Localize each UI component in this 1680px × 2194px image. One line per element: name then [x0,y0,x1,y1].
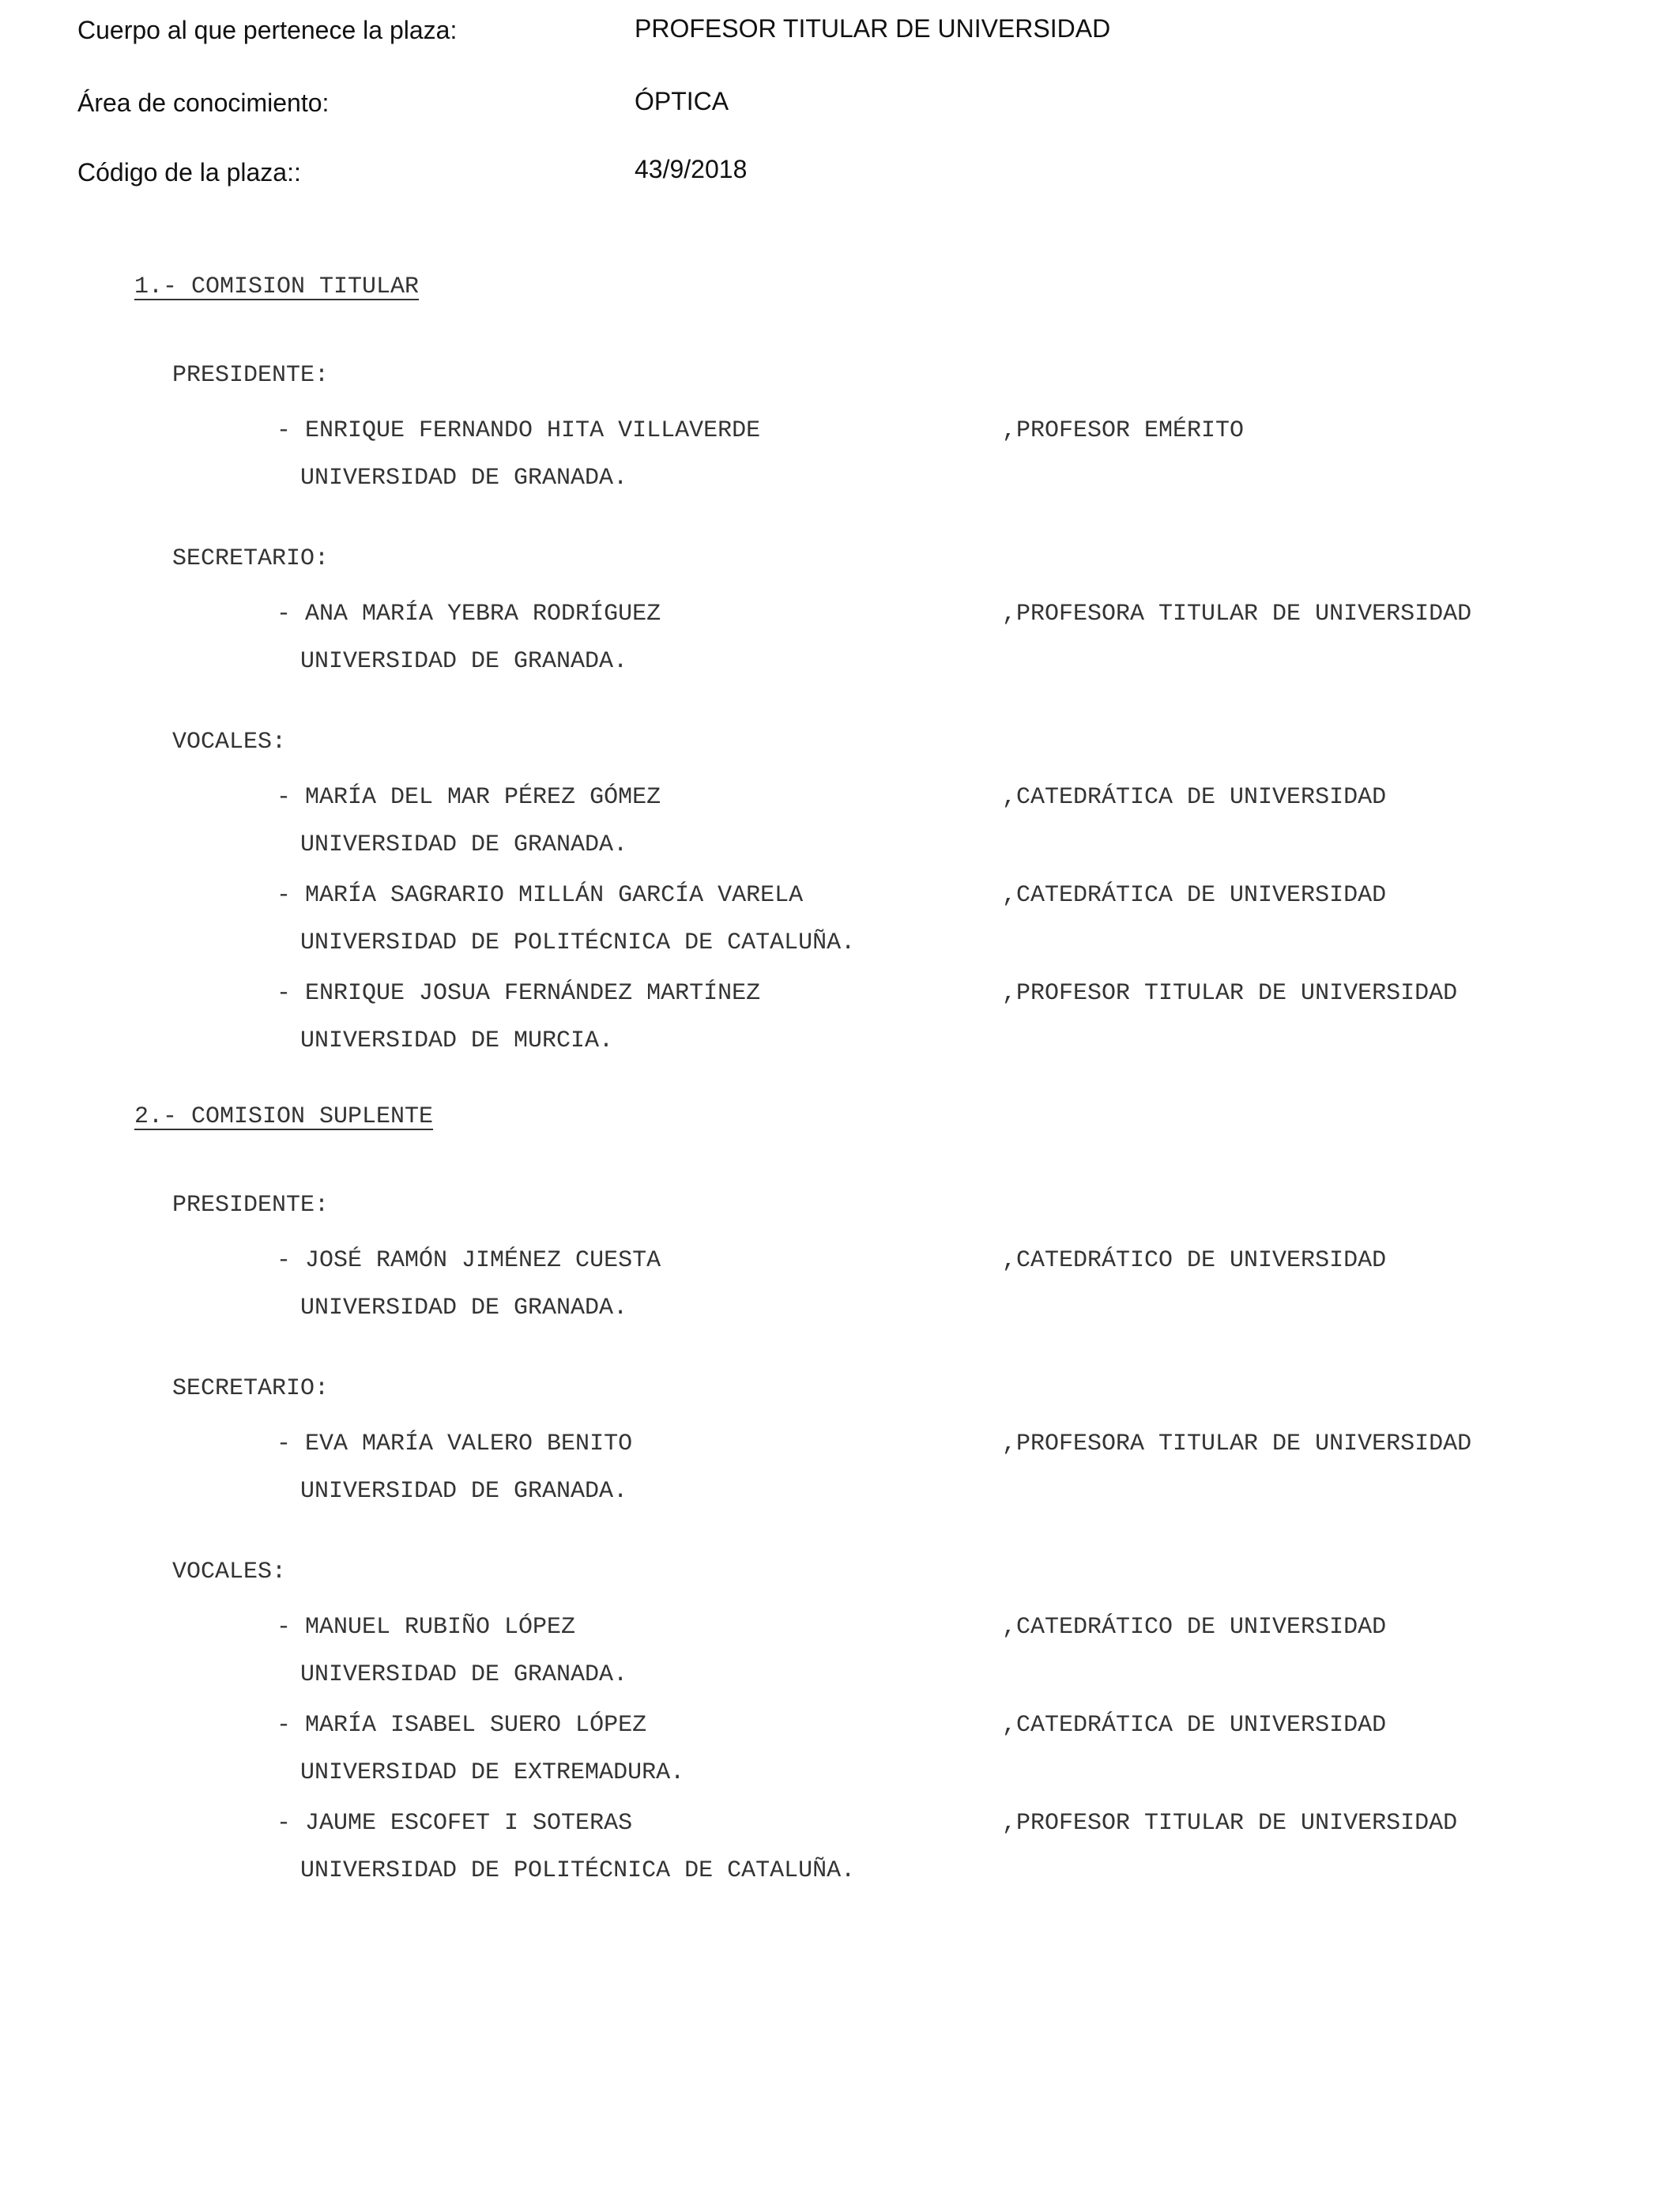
role-label-secretario: SECRETARIO: [172,545,330,572]
area-label: Área de conocimiento: [77,89,330,117]
role-label-vocales: VOCALES: [172,1559,287,1585]
member-university: UNIVERSIDAD DE POLITÉCNICA DE CATALUÑA. [300,929,856,956]
role-label-secretario: SECRETARIO: [172,1375,330,1402]
member-name: - ENRIQUE JOSUA FERNÁNDEZ MARTÍNEZ [277,980,761,1007]
codigo-label: Código de la plaza:: [77,158,301,187]
member-university: UNIVERSIDAD DE GRANADA. [300,1295,628,1321]
member-name: - JOSÉ RAMÓN JIMÉNEZ CUESTA [277,1247,661,1274]
member-university: UNIVERSIDAD DE GRANADA. [300,1661,628,1688]
member-position: ,PROFESORA TITULAR DE UNIVERSIDAD [1002,1431,1472,1457]
member-university: UNIVERSIDAD DE GRANADA. [300,648,628,675]
member-name: - EVA MARÍA VALERO BENITO [277,1431,633,1457]
member-position: ,PROFESORA TITULAR DE UNIVERSIDAD [1002,601,1472,628]
role-label-presidente: PRESIDENTE: [172,362,330,389]
member-university: UNIVERSIDAD DE MURCIA. [300,1027,614,1054]
area-value: ÓPTICA [635,87,729,115]
section-title: 1.- COMISION TITULAR [134,273,420,300]
member-position: ,CATEDRÁTICO DE UNIVERSIDAD [1002,1614,1387,1641]
member-position: ,PROFESOR EMÉRITO [1002,417,1245,444]
cuerpo-value: PROFESOR TITULAR DE UNIVERSIDAD [635,14,1111,43]
role-label-presidente: PRESIDENTE: [172,1192,330,1219]
member-university: UNIVERSIDAD DE GRANADA. [300,465,628,492]
member-university: UNIVERSIDAD DE POLITÉCNICA DE CATALUÑA. [300,1857,856,1884]
member-university: UNIVERSIDAD DE GRANADA. [300,1478,628,1505]
member-position: ,CATEDRÁTICA DE UNIVERSIDAD [1002,1712,1387,1739]
member-name: - MARÍA SAGRARIO MILLÁN GARCÍA VARELA [277,882,804,909]
member-position: ,CATEDRÁTICA DE UNIVERSIDAD [1002,784,1387,811]
member-name: - ANA MARÍA YEBRA RODRÍGUEZ [277,601,661,628]
member-university: UNIVERSIDAD DE EXTREMADURA. [300,1759,685,1786]
member-name: - MANUEL RUBIÑO LÓPEZ [277,1614,576,1641]
member-university: UNIVERSIDAD DE GRANADA. [300,831,628,858]
member-name: - JAUME ESCOFET I SOTERAS [277,1810,633,1837]
member-position: ,PROFESOR TITULAR DE UNIVERSIDAD [1002,1810,1458,1837]
cuerpo-label: Cuerpo al que pertenece la plaza: [77,16,458,44]
member-name: - ENRIQUE FERNANDO HITA VILLAVERDE [277,417,761,444]
member-position: ,PROFESOR TITULAR DE UNIVERSIDAD [1002,980,1458,1007]
member-name: - MARÍA ISABEL SUERO LÓPEZ [277,1712,647,1739]
member-position: ,CATEDRÁTICO DE UNIVERSIDAD [1002,1247,1387,1274]
codigo-value: 43/9/2018 [635,155,748,183]
member-name: - MARÍA DEL MAR PÉREZ GÓMEZ [277,784,661,811]
member-position: ,CATEDRÁTICA DE UNIVERSIDAD [1002,882,1387,909]
role-label-vocales: VOCALES: [172,729,287,756]
section-title: 2.- COMISION SUPLENTE [134,1103,434,1130]
